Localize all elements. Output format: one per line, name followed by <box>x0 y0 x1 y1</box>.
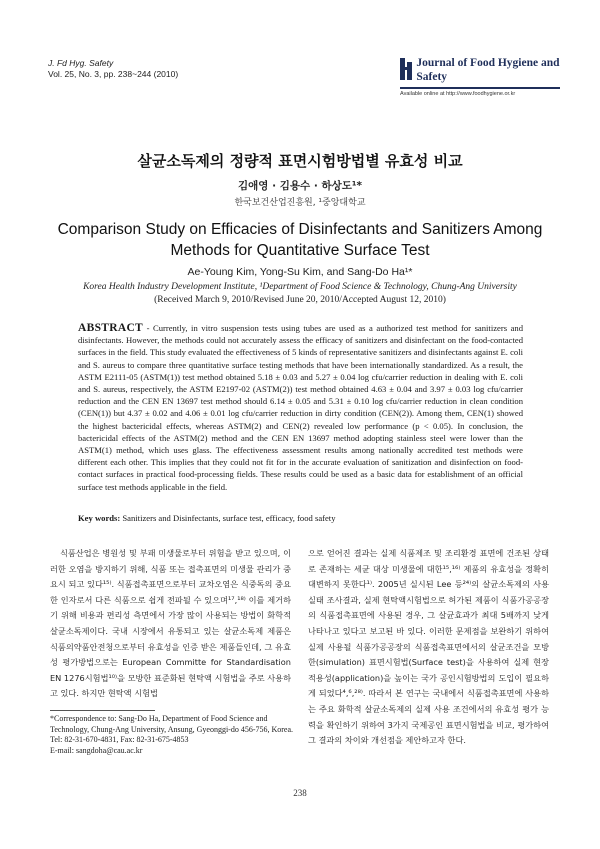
journal-volume: Vol. 25, No. 3, pp. 238~244 (2010) <box>48 69 179 79</box>
journal-url: Available online at http://www.foodhygiene.or.kr <box>400 91 516 97</box>
abstract <box>78 322 523 493</box>
abstract-label: ABSTRACT <box>78 322 144 334</box>
authors-english: Ae-Young Kim, Yong-Su Kim, and Sang-Do Ha¹* <box>187 266 413 278</box>
footnote-divider <box>50 710 155 711</box>
footnote-email: E-mail: sangdoha@cau.ac.kr <box>50 745 143 755</box>
journal-abbrev: J. Fd Hyg. Safety <box>48 58 114 68</box>
body-column-left: 식품산업은 병원성 및 부패 미생물로부터 위험을 받고 있으며, 이러한 오염을 방지하기 위해, 식품 또는 접촉표면의 미생물 관리가 중요시 되고 있다¹⁵⁾. 식품접촉표면으로부터 교차오염은 식중독의 중요한 인자로서 다른 식품으로 쉽게 전파될 수 있으며¹⁷,¹⁸⁾ 이를 제거하기 위해 비용과 편리성 측면에서 가장 많이 사용되는 방법이 화학적 살균소독제이다. 국내 시장에서 유통되고 있는 살균소독제 제품은 식품의약품안전청으로부터 유효성을 인증 받은 제품들인데, 그 유효성 평가방법으로는 European Committe for Standardisation EN 1276시험법¹⁰⁾을 모방한 표준화된 현탁액 시험법을 주로 사용하고 있다. 하지만 현탁액 시험법 <box>50 548 291 699</box>
affiliation-english: Korea Health Industry Development Institute, ¹Department of Food Science & Technology, Chung-Ang University <box>83 282 517 292</box>
brand-row <box>400 56 560 84</box>
correspondence-footnote <box>50 714 300 756</box>
title-english: Comparison Study on Efficacies of Disinfectants and Sanitizers Among Methods for Quantitative Surface Test <box>57 221 543 259</box>
affiliation-korean: 한국보건산업진흥원, ¹중앙대학교 <box>234 198 366 208</box>
keywords-label: Key words: <box>78 513 121 523</box>
journal-brand <box>400 56 560 97</box>
journal-brand-title: Journal of Food Hygiene and Safety <box>416 57 560 83</box>
journal-citation <box>48 58 178 80</box>
brand-divider <box>400 87 560 89</box>
keywords-text: Sanitizers and Disinfectants, surface test, efficacy, food safety <box>120 513 336 523</box>
page-number: 238 <box>293 788 307 798</box>
abstract-text: - Currently, in vitro suspension tests using tubes are used as a authorized test method for sanitizers and disinfectants. However, the methods could not accurately assess the efficacy of sanitizers and disinfectant on the food-contacted surfaces in the field. This study evaluated the effectiveness of 5 kinds of representative sanitizers and disinfectants against E. coli and S. aureus to compare three quantitative surface testing methods that have been internationally standardized. As a result, the ASTM E2111-05 (ASTM(1)) test method obtained 5.18 ± 0.03 and 5.27 ± 0.04 log cfu/carrier reduction in dealing with E. coli and S. aureus, respectively, the ASTM E2197-02 (ASTM(2)) test method obtained 4.63 ± 0.04 and 3.97 ± 0.03 log cfu/carrier reduction and the CEN EN 13697 test method should 6.14 ± 0.05 and 5.31 ± 0.10 log cfu/carrier reduction in clean condition (CEN(1)) but 4.37 ± 0.02 and 4.06 ± 0.01 log cfu/carrier reduction in dirty condition (CEN(2)). Among them, CEN(1) showed the highest bactericidal effects, whereas ASTM(2) and CEN(2) revealed low performance (p < 0.05). In conclusion, the bactericidal effects of the ASTM(2) method and the CEN EN 13697 method adopting stainless steel were lower than the ASTM(1) method, which uses glass. The effectiveness assessment results among nationally accredited test methods were different each other. This implies that they could not fit for in the accurate evaluation of sanitization and disinfection on food-contact surfaces in practical food-processing fields. These results could be used as a basic data for establishment of an official surface test methods applicable in the field. <box>78 323 523 492</box>
authors-korean: 김애영 · 김용수 · 하상도¹* <box>238 180 362 192</box>
footnote-address: *Correspondence to: Sang-Do Ha, Department of Food Science and Technology, Chung-Ang University, Ansung, Gyeonggi-do 456-756, Korea. Tel: 82-31-670-4831, Fax: 82-31-675-4853 <box>50 714 294 744</box>
body-column-right: 으로 얻어진 결과는 실제 식품제조 및 조리환경 표면에 건조된 상태로 존재하는 세균 대상 미생물에 대한¹⁵,¹⁶⁾ 제품의 유효성을 정확히 대변하지 못한다¹⁾. 2005년 실시된 Lee 등²⁴⁾의 살균소독제의 사용실태 조사결과, 실제 현탁액시험법으로 허가된 제품이 식품가공공장의 식품접촉표면에 사용된 경우, 그 살균효과가 최대 5배까지 낮게 나타나고 있다고 보고된 바 있다. 이러한 문제점을 보완하기 위하여 실제 사용될 식품가공공장의 식품접촉표면에서의 살균조건을 모방한(simulation) 표면시험법(Surface test)을 사용하여 실제 현장 적용성(application)을 높이는 국가 공인시험방법의 도입이 필요하게 되었다⁴,⁶,²⁸⁾. 따라서 본 연구는 국내에서 식품접촉표면에 사용하는 주요 화학적 살균소독제의 실제 사용 조건에서의 유효성 평가 능력을 확인하기 위하여 3가지 국제공인 표면시험법을 비교, 평가하여 그 결과의 차이와 개선점을 제안하고자 한다. <box>308 548 549 746</box>
received-dates: (Received March 9, 2010/Revised June 20, 2010/Accepted August 12, 2010) <box>154 295 446 305</box>
keywords <box>78 513 523 523</box>
journal-logo-icon <box>400 58 411 80</box>
title-korean: 살균소독제의 정량적 표면시험방법별 유효성 비교 <box>137 152 463 170</box>
